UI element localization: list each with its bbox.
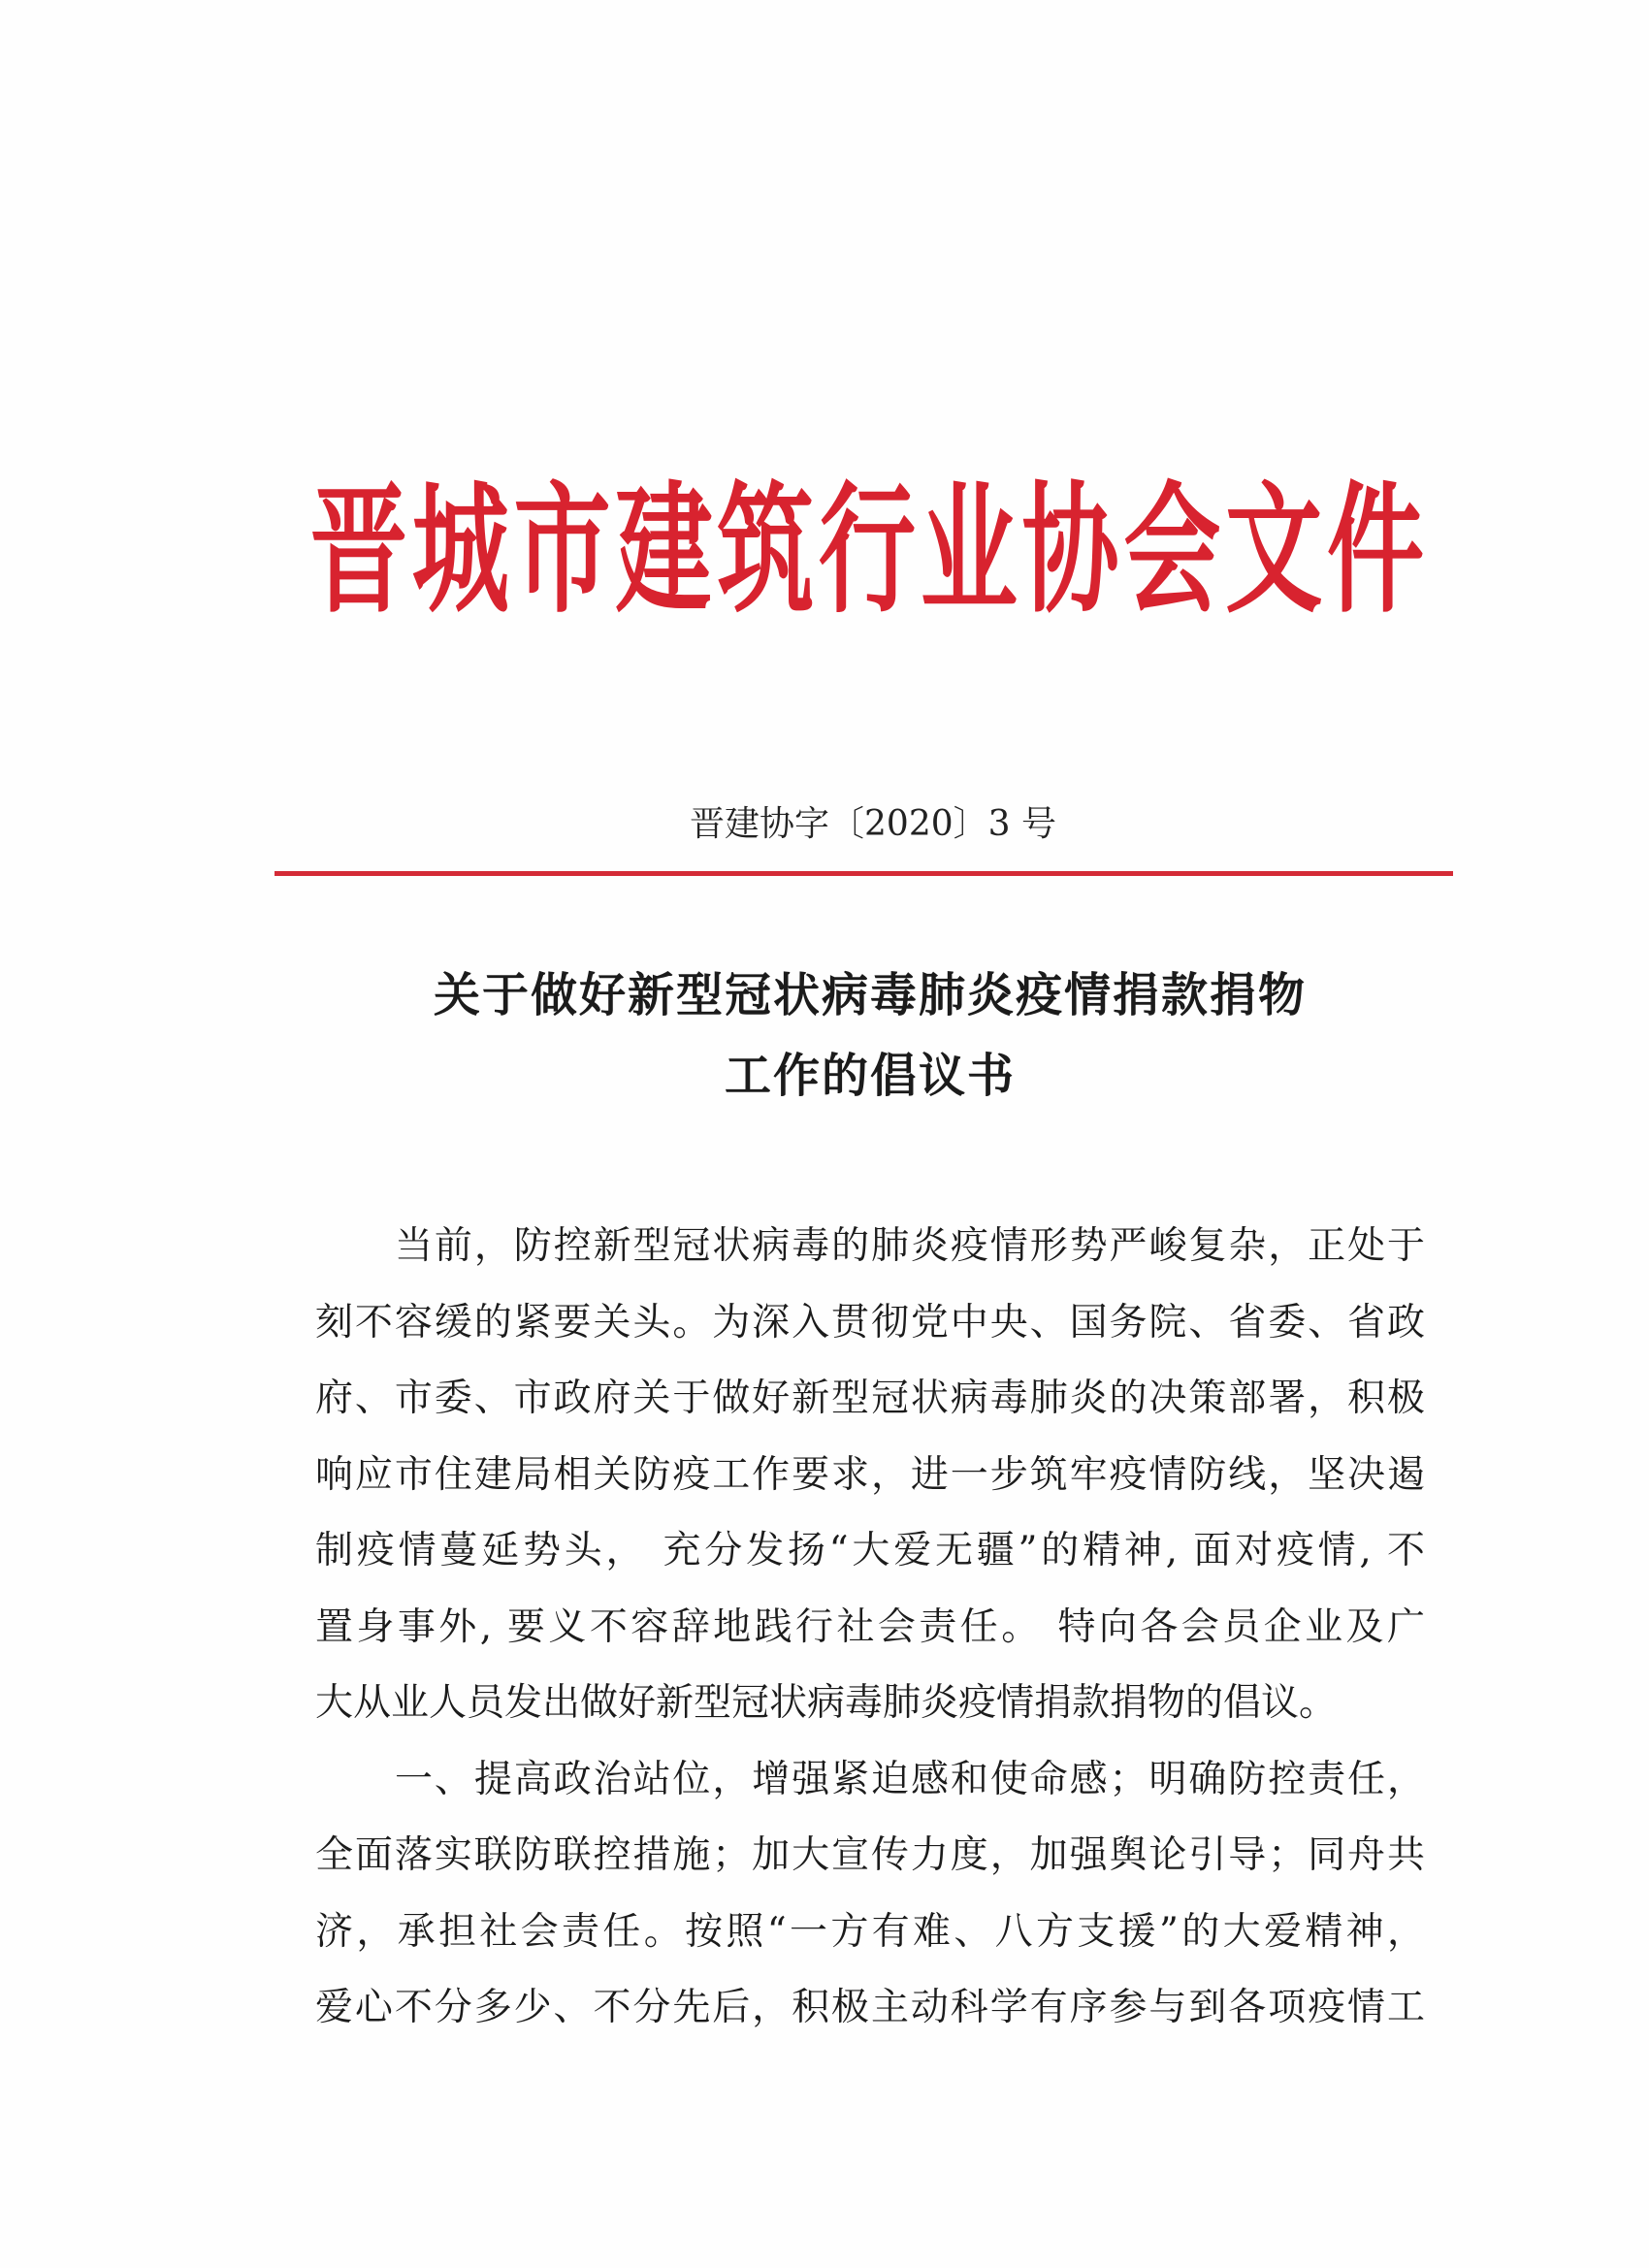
body-line: 刻不容缓的紧要关头。为深入贯彻党中央、国务院、省委、省政: [315, 1300, 1425, 1345]
body-line: 全面落实联防联控措施；加大宣传力度，加强舆论引导；同舟共: [315, 1833, 1425, 1877]
doc-title: [288, 956, 1452, 1117]
body-line: 响应市住建局相关防疫工作要求，进一步筑牢疫情防线，坚决遏: [315, 1452, 1425, 1497]
body-line: 府、市委、市政府关于做好新型冠状病毒肺炎的决策部署，积极: [315, 1377, 1425, 1420]
body-text: [315, 1209, 1425, 2047]
body-line: 济，承担社会责任。按照“一方有难、八方支援”的大爱精神，: [315, 1909, 1425, 1954]
body-paragraph: [315, 1742, 1425, 2047]
body-line: 一、提高政治站位，增强紧迫感和使命感；明确防控责任，: [395, 1757, 1425, 1801]
body-paragraph: [315, 1209, 1425, 1742]
red-rule-divider: [275, 871, 1453, 876]
doc-number: 晋建协字〔2020〕3 号: [690, 804, 1056, 844]
header-title: 晋城市建筑行业协会文件: [310, 466, 1424, 633]
body-line: 制疫情蔓延势头， 充分发扬“大爱无疆”的精神, 面对疫情, 不: [315, 1529, 1425, 1572]
body-line: 当前，防控新型冠状病毒的肺炎疫情形势严峻复杂，正处于: [395, 1224, 1425, 1268]
body-line: 置身事外, 要义不容辞地践行社会责任。 特向各会员企业及广: [315, 1604, 1425, 1649]
doc-title-line: 工作的倡议书: [724, 1049, 1016, 1103]
body-line: 大从业人员发出做好新型冠状病毒肺炎疫情捐款捐物的倡议。: [315, 1681, 1338, 1725]
body-line: 爱心不分多少、不分先后，积极主动科学有序参与到各项疫情工: [315, 1986, 1425, 2029]
doc-title-line: 关于做好新型冠状病毒肺炎疫情捐款捐物: [433, 968, 1307, 1022]
